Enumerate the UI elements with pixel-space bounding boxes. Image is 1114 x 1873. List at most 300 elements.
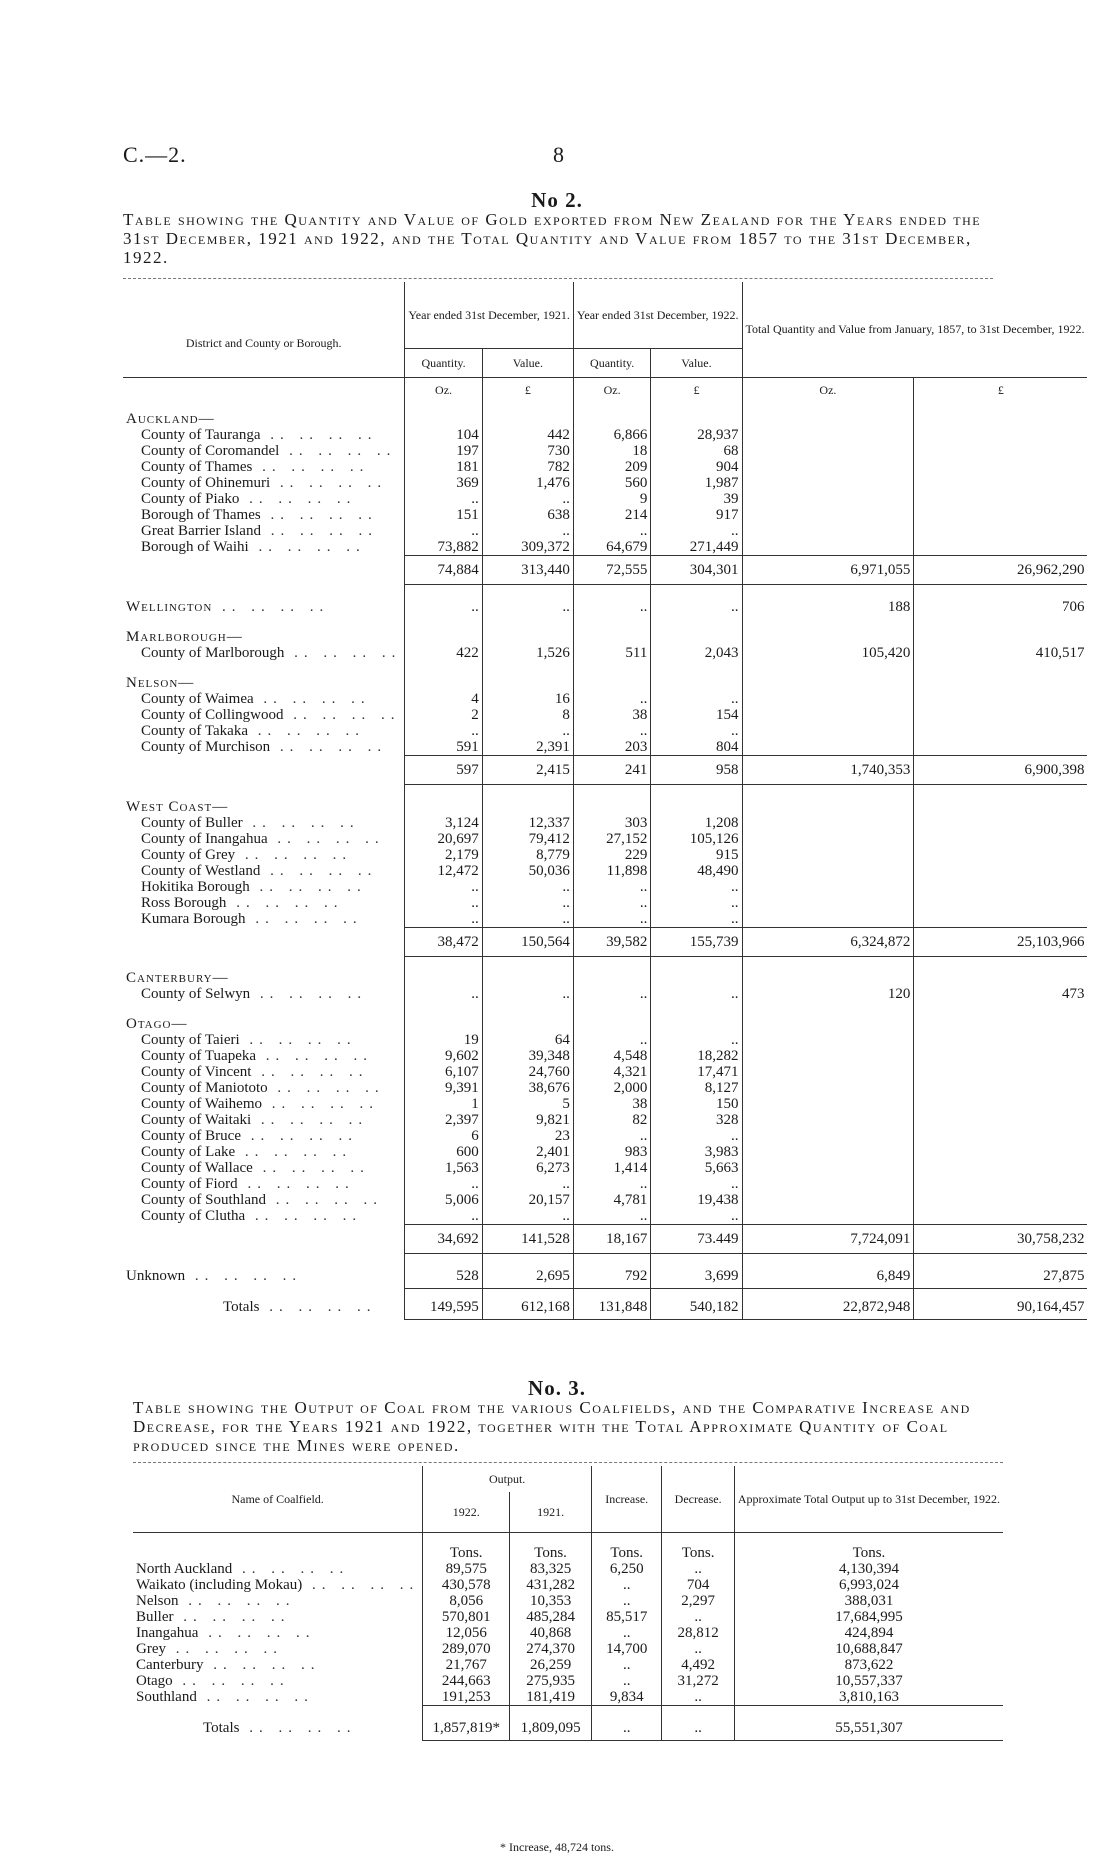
t3-head-1921: 1921. bbox=[510, 1492, 592, 1533]
cell-dec: 31,272 bbox=[662, 1673, 734, 1689]
table-row bbox=[123, 1096, 1087, 1112]
cell-v21: 730 bbox=[482, 443, 573, 459]
cell-q21: 5,006 bbox=[405, 1192, 482, 1208]
cell-dec: 704 bbox=[662, 1577, 734, 1593]
row-label-text: County of Marlborough bbox=[141, 645, 285, 661]
cell-q22: .. bbox=[573, 691, 650, 707]
leader-dots: .. .. .. .. bbox=[249, 878, 367, 895]
cell-vt bbox=[914, 507, 1088, 523]
cell-v21: 782 bbox=[482, 459, 573, 475]
leader-dots: .. .. .. .. bbox=[198, 1625, 316, 1641]
cell-v21: .. bbox=[482, 491, 573, 507]
row-label bbox=[123, 723, 405, 739]
group-heading: Otago— bbox=[126, 1016, 188, 1032]
totals-row-label bbox=[123, 1289, 405, 1320]
subtotal-spacer bbox=[123, 927, 405, 956]
cell-y22: 191,253 bbox=[423, 1689, 510, 1706]
unit-pound-1922: £ bbox=[651, 378, 742, 398]
coalfield-name-text: North Auckland bbox=[136, 1561, 233, 1577]
cell-total: 10,688,847 bbox=[734, 1641, 1003, 1657]
empty-cell bbox=[405, 785, 482, 815]
coalfield-name bbox=[133, 1673, 423, 1689]
table-row bbox=[123, 723, 1087, 739]
cell-q22: 209 bbox=[573, 459, 650, 475]
cell-y21: 485,284 bbox=[510, 1609, 592, 1625]
leader-dots: .. .. .. .. bbox=[252, 1160, 370, 1176]
cell-q22: 6,866 bbox=[573, 427, 650, 443]
empty-cell bbox=[573, 397, 650, 427]
leader-dots: .. .. .. .. bbox=[252, 459, 370, 475]
cell-v22: .. bbox=[651, 986, 742, 1002]
cell-qt bbox=[742, 707, 914, 723]
cell-qt bbox=[742, 831, 914, 847]
cell-v22: 39 bbox=[651, 491, 742, 507]
cell-v21: 12,337 bbox=[482, 815, 573, 831]
cell-v21: 638 bbox=[482, 507, 573, 523]
row-label-text: Ross Borough bbox=[141, 894, 227, 911]
cell-y21: 275,935 bbox=[510, 1673, 592, 1689]
unit-oz-total: Oz. bbox=[742, 378, 914, 398]
cell-y22: 8,056 bbox=[423, 1593, 510, 1609]
cell-y22: 21,767 bbox=[423, 1657, 510, 1673]
empty-cell bbox=[405, 661, 482, 691]
cell-dec: 2,297 bbox=[662, 1593, 734, 1609]
unknown-row-q21: 528 bbox=[405, 1254, 482, 1289]
cell-y21: 274,370 bbox=[510, 1641, 592, 1657]
row-label bbox=[123, 1064, 405, 1080]
document-code: C.—2. bbox=[123, 142, 187, 167]
cell-inc: 14,700 bbox=[591, 1641, 661, 1657]
leader-dots: .. .. .. .. bbox=[260, 523, 378, 539]
empty-cell bbox=[651, 615, 742, 645]
table-row bbox=[133, 1625, 1003, 1641]
cell-v22: 3,983 bbox=[651, 1144, 742, 1160]
empty-cell bbox=[482, 661, 573, 691]
unknown-row-label bbox=[123, 1254, 405, 1289]
cell-vt bbox=[914, 1032, 1088, 1048]
totals-row-label-text: Totals bbox=[223, 1298, 260, 1315]
leader-dots: .. .. .. .. bbox=[253, 691, 371, 707]
table3-body bbox=[133, 1561, 1003, 1741]
cell-q21: 369 bbox=[405, 475, 482, 491]
table-row bbox=[123, 1160, 1087, 1176]
cell-v22: .. bbox=[651, 911, 742, 928]
row-label bbox=[123, 911, 405, 928]
unit-pound-total: £ bbox=[914, 378, 1088, 398]
cell-qt bbox=[742, 523, 914, 539]
subtotal-vt: 30,758,232 bbox=[914, 1225, 1088, 1254]
cell-v21: .. bbox=[482, 879, 573, 895]
table-row bbox=[123, 1128, 1087, 1144]
cell-q22: 38 bbox=[573, 1096, 650, 1112]
cell-total: 424,894 bbox=[734, 1625, 1003, 1641]
coalfield-name bbox=[133, 1593, 423, 1609]
cell-vt bbox=[914, 459, 1088, 475]
empty-cell bbox=[405, 615, 482, 645]
table-row bbox=[123, 847, 1087, 863]
empty-cell bbox=[914, 615, 1088, 645]
cell-y22: 244,663 bbox=[423, 1673, 510, 1689]
empty-cell bbox=[914, 661, 1088, 691]
table-row bbox=[123, 911, 1087, 928]
unknown-row-v22: 3,699 bbox=[651, 1254, 742, 1289]
cell-qt bbox=[742, 911, 914, 928]
cell-vt bbox=[914, 879, 1088, 895]
cell-q22: .. bbox=[573, 1032, 650, 1048]
coalfield-name-text: Inangahua bbox=[136, 1625, 199, 1641]
leader-dots: .. .. .. .. bbox=[260, 507, 378, 523]
cell-qt bbox=[742, 1176, 914, 1192]
cell-qt bbox=[742, 443, 914, 459]
cell-v22: 48,490 bbox=[651, 863, 742, 879]
empty-cell bbox=[742, 615, 914, 645]
cell-v21: 20,157 bbox=[482, 1192, 573, 1208]
subtotal-qt: 1,740,353 bbox=[742, 756, 914, 785]
subtotal-spacer bbox=[123, 556, 405, 585]
cell-vt bbox=[914, 723, 1088, 739]
cell-qt bbox=[742, 539, 914, 556]
totals-inc: .. bbox=[591, 1706, 661, 1741]
cell-total: 6,993,024 bbox=[734, 1577, 1003, 1593]
coalfield-name-text: Buller bbox=[136, 1609, 174, 1625]
cell-v22: .. bbox=[651, 585, 742, 616]
cell-y22: 89,575 bbox=[423, 1561, 510, 1577]
row-label bbox=[123, 1176, 405, 1192]
table3-caption: Table showing the Output of Coal from the various Coalfields, and the Comparative Increase and Decrease, for the Years 1921 and 1922, together with the Total Approximate Quantity of Coal produced since the Mines were opened. bbox=[133, 1398, 971, 1455]
cell-q21: .. bbox=[405, 723, 482, 739]
row-label bbox=[123, 427, 405, 443]
cell-qt: 120 bbox=[742, 986, 914, 1002]
leader-dots: .. .. .. .. bbox=[260, 427, 378, 443]
leader-dots: .. .. .. .. bbox=[196, 1689, 314, 1705]
coalfield-name bbox=[133, 1577, 423, 1593]
leader-dots: .. .. .. .. bbox=[259, 1298, 377, 1315]
cell-vt bbox=[914, 895, 1088, 911]
cell-y21: 83,325 bbox=[510, 1561, 592, 1577]
empty-cell bbox=[742, 785, 914, 815]
cell-qt bbox=[742, 1208, 914, 1225]
group-heading-row bbox=[123, 615, 1087, 645]
totals-row-vt: 90,164,457 bbox=[914, 1289, 1088, 1320]
subtotal-vt: 25,103,966 bbox=[914, 927, 1088, 956]
cell-v22: .. bbox=[651, 895, 742, 911]
totals-row bbox=[123, 1289, 1087, 1320]
table-row bbox=[123, 895, 1087, 911]
table-row bbox=[123, 986, 1087, 1002]
unknown-row-vt: 27,875 bbox=[914, 1254, 1088, 1289]
cell-v21: 39,348 bbox=[482, 1048, 573, 1064]
leader-dots: .. .. .. .. bbox=[239, 491, 357, 507]
cell-v21: 38,676 bbox=[482, 1080, 573, 1096]
cell-qt bbox=[742, 723, 914, 739]
cell-v21: .. bbox=[482, 986, 573, 1002]
cell-q21: 12,472 bbox=[405, 863, 482, 879]
row-label bbox=[123, 523, 405, 539]
sub-quantity-1922: Quantity. bbox=[573, 349, 650, 378]
cell-qt bbox=[742, 1144, 914, 1160]
cell-total: 388,031 bbox=[734, 1593, 1003, 1609]
cell-vt bbox=[914, 475, 1088, 491]
cell-vt bbox=[914, 1096, 1088, 1112]
empty-cell bbox=[573, 785, 650, 815]
cell-qt bbox=[742, 1064, 914, 1080]
row-label-text: County of Waitaki bbox=[141, 1112, 252, 1128]
table-row bbox=[123, 443, 1087, 459]
subtotal-row bbox=[123, 756, 1087, 785]
cell-vt bbox=[914, 815, 1088, 831]
leader-dots: .. .. .. .. bbox=[240, 1128, 358, 1144]
leader-dots: .. .. .. .. bbox=[270, 475, 388, 491]
empty-cell bbox=[482, 1002, 573, 1032]
cell-vt bbox=[914, 1064, 1088, 1080]
empty-cell bbox=[651, 956, 742, 986]
cell-qt bbox=[742, 491, 914, 507]
cell-v22: 328 bbox=[651, 1112, 742, 1128]
cell-total: 3,810,163 bbox=[734, 1689, 1003, 1706]
cell-qt bbox=[742, 427, 914, 443]
cell-inc: .. bbox=[591, 1577, 661, 1593]
empty-cell bbox=[742, 956, 914, 986]
cell-v22: 28,937 bbox=[651, 427, 742, 443]
cell-qt bbox=[742, 847, 914, 863]
cell-v21: 79,412 bbox=[482, 831, 573, 847]
cell-v21: 1,476 bbox=[482, 475, 573, 491]
leader-dots: .. .. .. .. bbox=[266, 1192, 384, 1208]
subtotal-q21: 74,884 bbox=[405, 556, 482, 585]
cell-v21: 6,273 bbox=[482, 1160, 573, 1176]
cell-v21: .. bbox=[482, 1208, 573, 1225]
group-heading-row bbox=[123, 1002, 1087, 1032]
empty-cell bbox=[405, 956, 482, 986]
cell-qt bbox=[742, 815, 914, 831]
row-label bbox=[123, 459, 405, 475]
row-label-text: Great Barrier Island bbox=[141, 523, 261, 539]
cell-q22: .. bbox=[573, 585, 650, 616]
leader-dots: .. .. .. .. bbox=[251, 1064, 369, 1080]
empty-cell bbox=[651, 397, 742, 427]
t3-head-name: Name of Coalfield. bbox=[133, 1466, 423, 1533]
table-row bbox=[123, 863, 1087, 879]
unknown-row-q22: 792 bbox=[573, 1254, 650, 1289]
cell-v21: 2,391 bbox=[482, 739, 573, 756]
table3-footnote: * Increase, 48,724 tons. bbox=[500, 1840, 614, 1854]
cell-total: 17,684,995 bbox=[734, 1609, 1003, 1625]
table-row bbox=[123, 645, 1087, 661]
col-head-1921: Year ended 31st December, 1921. bbox=[405, 282, 574, 349]
coalfield-name-text: Grey bbox=[136, 1641, 166, 1657]
table2-top-rule bbox=[123, 278, 993, 279]
unknown-row-qt: 6,849 bbox=[742, 1254, 914, 1289]
cell-v22: 917 bbox=[651, 507, 742, 523]
table-row bbox=[123, 1032, 1087, 1048]
empty-cell bbox=[914, 785, 1088, 815]
totals-row bbox=[133, 1706, 1003, 1741]
subtotal-q21: 38,472 bbox=[405, 927, 482, 956]
empty-cell bbox=[482, 785, 573, 815]
cell-q22: 511 bbox=[573, 645, 650, 661]
row-label bbox=[123, 815, 405, 831]
table-row bbox=[123, 815, 1087, 831]
leader-dots: .. .. .. .. bbox=[172, 1673, 290, 1689]
cell-v21: 2,401 bbox=[482, 1144, 573, 1160]
cell-qt bbox=[742, 879, 914, 895]
coalfield-name-text: Southland bbox=[136, 1689, 197, 1705]
cell-qt bbox=[742, 1096, 914, 1112]
cell-v22: 19,438 bbox=[651, 1192, 742, 1208]
row-label-text: County of Collingwood bbox=[141, 707, 284, 723]
cell-q22: 303 bbox=[573, 815, 650, 831]
cell-v21: 16 bbox=[482, 691, 573, 707]
subtotal-v21: 2,415 bbox=[482, 756, 573, 785]
leader-dots: .. .. .. .. bbox=[256, 1048, 374, 1064]
cell-qt bbox=[742, 1048, 914, 1064]
cell-q21: 151 bbox=[405, 507, 482, 523]
totals-label-text: Totals bbox=[203, 1719, 240, 1736]
cell-v22: 68 bbox=[651, 443, 742, 459]
cell-q22: .. bbox=[573, 895, 650, 911]
cell-q22: 4,781 bbox=[573, 1192, 650, 1208]
leader-dots: .. .. .. .. bbox=[178, 1593, 296, 1609]
cell-q22: 18 bbox=[573, 443, 650, 459]
subtotal-v22: 958 bbox=[651, 756, 742, 785]
row-label bbox=[123, 475, 405, 491]
totals-row-q21: 149,595 bbox=[405, 1289, 482, 1320]
leader-dots: .. .. .. .. bbox=[262, 1096, 380, 1112]
table-row bbox=[123, 691, 1087, 707]
cell-vt bbox=[914, 539, 1088, 556]
subtotal-row bbox=[123, 927, 1087, 956]
row-label-text: County of Bruce bbox=[141, 1128, 241, 1144]
empty-cell bbox=[651, 661, 742, 691]
t3-units-spacer bbox=[133, 1533, 423, 1562]
subtotal-q21: 34,692 bbox=[405, 1225, 482, 1254]
cell-qt bbox=[742, 1128, 914, 1144]
empty-cell bbox=[573, 615, 650, 645]
cell-vt bbox=[914, 1048, 1088, 1064]
table-row bbox=[133, 1657, 1003, 1673]
row-label-text: Borough of Thames bbox=[141, 507, 261, 523]
cell-qt bbox=[742, 1032, 914, 1048]
cell-v21: .. bbox=[482, 911, 573, 928]
cell-v21: 50,036 bbox=[482, 863, 573, 879]
cell-v22: 5,663 bbox=[651, 1160, 742, 1176]
cell-q22: 1,414 bbox=[573, 1160, 650, 1176]
empty-cell bbox=[651, 785, 742, 815]
group-heading-text: Wellington bbox=[126, 598, 213, 615]
cell-q21: 422 bbox=[405, 645, 482, 661]
row-label-text: County of Vincent bbox=[141, 1064, 252, 1080]
row-label bbox=[123, 831, 405, 847]
leader-dots: .. .. .. .. bbox=[239, 1032, 357, 1048]
cell-q22: .. bbox=[573, 1208, 650, 1225]
cell-vt bbox=[914, 911, 1088, 928]
empty-cell bbox=[914, 956, 1088, 986]
cell-q22: .. bbox=[573, 1176, 650, 1192]
row-label bbox=[123, 443, 405, 459]
col-head-total: Total Quantity and Value from January, 1857, to 31st December, 1922. bbox=[742, 282, 1087, 378]
cell-vt bbox=[914, 443, 1088, 459]
subtotal-q22: 18,167 bbox=[573, 1225, 650, 1254]
cell-dec: .. bbox=[662, 1561, 734, 1577]
subtotal-row bbox=[123, 1225, 1087, 1254]
cell-qt bbox=[742, 895, 914, 911]
cell-qt bbox=[742, 507, 914, 523]
table2-caption: Table showing the Quantity and Value of Gold exported from New Zealand for the Years ended the 31st December, 1921 and 1922, and the Total Quantity and Value from 1857 to the 31st December, 1922. bbox=[123, 210, 982, 267]
subtotal-q22: 241 bbox=[573, 756, 650, 785]
row-label-text: County of Piako bbox=[141, 491, 240, 507]
cell-y21: 40,868 bbox=[510, 1625, 592, 1641]
cell-dec: 4,492 bbox=[662, 1657, 734, 1673]
cell-q22: .. bbox=[573, 911, 650, 928]
cell-v22: 915 bbox=[651, 847, 742, 863]
table3-number: No. 3. bbox=[528, 1376, 586, 1400]
table-row bbox=[133, 1641, 1003, 1657]
table-row bbox=[123, 491, 1087, 507]
group-heading-row bbox=[123, 661, 1087, 691]
table2 bbox=[123, 282, 1085, 1320]
unit-oz-1922: Oz. bbox=[573, 378, 650, 398]
subtotal-q22: 39,582 bbox=[573, 927, 650, 956]
row-label-text: County of Taieri bbox=[141, 1032, 240, 1048]
row-label-text: Borough of Waihi bbox=[141, 539, 249, 555]
t3-head-output: Output. bbox=[423, 1466, 592, 1492]
cell-vt: 706 bbox=[914, 585, 1088, 616]
subtotal-v22: 155,739 bbox=[651, 927, 742, 956]
coalfield-name-text: Waikato (including Mokau) bbox=[136, 1577, 303, 1593]
subtotal-q22: 72,555 bbox=[573, 556, 650, 585]
cell-inc: .. bbox=[591, 1673, 661, 1689]
table-row bbox=[123, 523, 1087, 539]
leader-dots: .. .. .. .. bbox=[248, 723, 365, 739]
cell-v21: 1,526 bbox=[482, 645, 573, 661]
t3-head-increase: Increase. bbox=[591, 1466, 661, 1533]
cell-q22: 64,679 bbox=[573, 539, 650, 556]
row-label bbox=[123, 1048, 405, 1064]
row-label-text: Kumara Borough bbox=[141, 910, 246, 927]
totals-y21: 1,809,095 bbox=[510, 1706, 592, 1741]
cell-inc: .. bbox=[591, 1593, 661, 1609]
empty-cell bbox=[651, 1002, 742, 1032]
row-label-text: County of Clutha bbox=[141, 1208, 246, 1224]
cell-v22: .. bbox=[651, 879, 742, 895]
cell-q22: 27,152 bbox=[573, 831, 650, 847]
table-row bbox=[123, 475, 1087, 491]
leader-dots: .. .. .. .. bbox=[185, 1267, 303, 1284]
unknown-row bbox=[123, 1254, 1087, 1289]
row-label-text: County of Waihemo bbox=[141, 1096, 263, 1112]
empty-cell bbox=[482, 397, 573, 427]
table-row bbox=[123, 1112, 1087, 1128]
table-row bbox=[133, 1689, 1003, 1706]
leader-dots: .. .. .. .. bbox=[235, 1144, 353, 1160]
row-label bbox=[123, 507, 405, 523]
cell-vt bbox=[914, 1176, 1088, 1192]
cell-q21: 104 bbox=[405, 427, 482, 443]
cell-qt bbox=[742, 459, 914, 475]
cell-q21: 197 bbox=[405, 443, 482, 459]
totals-row-v21: 612,168 bbox=[482, 1289, 573, 1320]
cell-vt bbox=[914, 1160, 1088, 1176]
leader-dots: .. .. .. .. bbox=[270, 739, 388, 755]
cell-q22: 203 bbox=[573, 739, 650, 756]
table-row bbox=[133, 1673, 1003, 1689]
cell-v21: 64 bbox=[482, 1032, 573, 1048]
coalfield-name-text: Nelson bbox=[136, 1593, 179, 1609]
table2-body bbox=[123, 397, 1087, 1320]
cell-y22: 289,070 bbox=[423, 1641, 510, 1657]
cell-q21: 3,124 bbox=[405, 815, 482, 831]
group-heading: West Coast— bbox=[126, 798, 229, 815]
